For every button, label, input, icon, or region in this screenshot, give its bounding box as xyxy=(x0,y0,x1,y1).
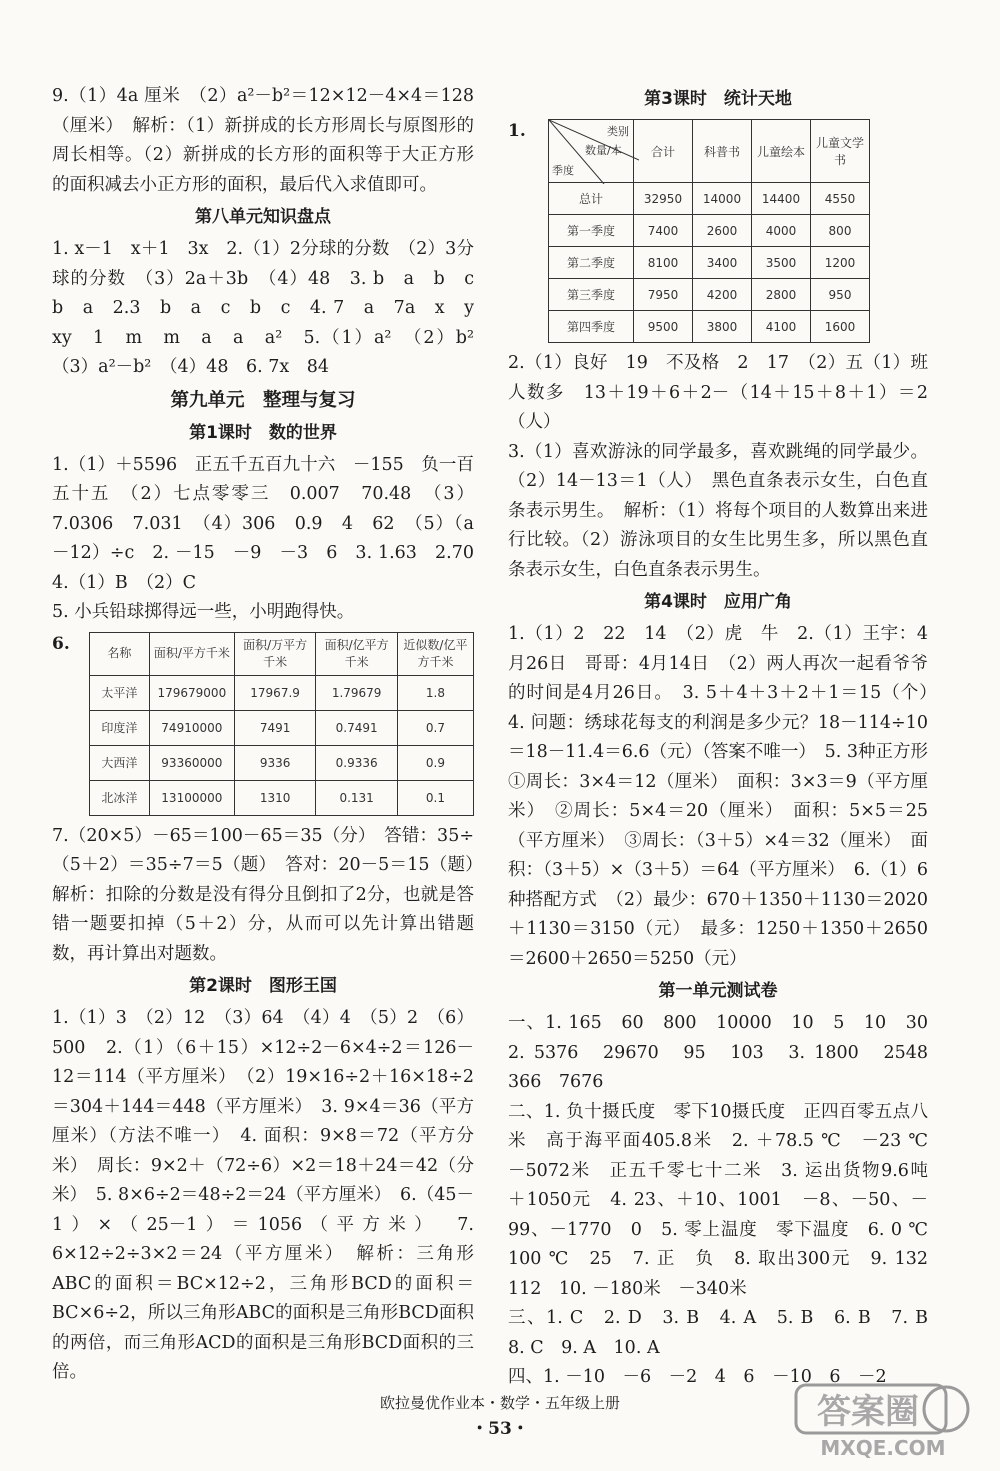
table-cell: 总计 xyxy=(549,183,634,215)
table-header: 合计 xyxy=(634,120,693,183)
unit-heading: 第九单元 整理与复习 xyxy=(170,389,356,411)
watermark-url: MXQE.COM xyxy=(820,1436,946,1459)
table-cell: 0.9336 xyxy=(316,745,398,780)
test-heading: 第一单元测试卷 xyxy=(658,981,778,1001)
answer-block: 1.（1）3 （2）12 （3）64 （4）4 （5）2 （6）500 2.（1）（6＋15）×12÷2－6×4÷2＝126－12＝114（平方厘米） （2）19×16÷2＋16×18÷2＝304＋144＝448（平方厘米） 3. 9×4＝36（平方厘米）（方法不唯一） 4. 面积：9×8＝72（平方分米） 周长：9×2＋（72÷6）×2＝18＋24＝42（分米） 5. 8×6÷2＝48÷2＝24（平方厘米） 6.（45－1）×（25－1）＝1056（平方米） 7. 6×12÷2÷3×2＝24（平方厘米） 解析：三角形ABC的面积＝BC×12÷2，三角形BCD的面积＝BC×6÷2，所以三角形ABC的面积是三角形BCD面积的两倍，而三角形ACD的面积是三角形BCD面积的三倍。 xyxy=(52,1008,474,1382)
table-cell: 9500 xyxy=(634,311,693,343)
table-cell: 0.1 xyxy=(397,780,473,815)
table-cell: 14000 xyxy=(693,183,752,215)
table-cell: 14400 xyxy=(752,183,811,215)
diagonal-header-cell xyxy=(549,120,634,183)
table-cell: 17967.9 xyxy=(234,675,316,710)
table-cell: 74910000 xyxy=(149,710,234,745)
table-cell: 93360000 xyxy=(149,745,234,780)
watermark-text: 答案圈 xyxy=(817,1392,919,1432)
question-number: 1. xyxy=(508,121,526,141)
table-header: 儿童绘本 xyxy=(752,120,811,183)
book-stats-table-wrap xyxy=(508,119,928,343)
table-cell: 大西洋 xyxy=(89,745,149,780)
watermark xyxy=(788,1379,978,1463)
table-cell: 1310 xyxy=(234,780,316,815)
table-cell: 1.8 xyxy=(397,675,473,710)
table-row xyxy=(549,247,870,279)
table-cell: 2600 xyxy=(693,215,752,247)
table-row xyxy=(89,780,473,815)
answer-block: 1.（1）2 22 14 （2）虎 牛 2.（1）王宇：4月26日 哥哥：4月14日 （2）两人再次一起看爷爷的时间是4月26日。 3. 5＋4＋3＋2＋1＝15（个） 4. 问题：绣球花每支的利润是多少元？18－114÷10＝18－11.4＝6.6（元）（答案不唯一） 5. 3种正方形 ①周长：3×4＝12（厘米） 面积：3×3＝9（平方厘米） ②周长：5×4＝20（厘米） 面积：5×5＝25（平方厘米） ③周长：（3＋5）×4＝32（厘米） 面积：（3＋5）×（3＋5）＝64（平方厘米） 6.（1）6种搭配方式 （2）最少：670＋1350＋1130＝2020＋1130＝3150（元） 最多：1250＋1350＋2650＝2600＋2650＝5250（元） xyxy=(508,624,946,969)
answer-block: 一、1. 165 60 800 10000 10 5 10 30 2. 5376 29670 95 103 3. 1800 2548 366 7676 xyxy=(508,1013,946,1092)
table-cell: 1200 xyxy=(811,247,870,279)
section-heading: 第八单元知识盘点 xyxy=(195,207,331,227)
table-row xyxy=(89,675,473,710)
table-cell: 32950 xyxy=(634,183,693,215)
answer-block: 3.（1）喜欢游泳的同学最多，喜欢跳绳的同学最少。（2）14－13＝1（人） 黑色直条表示女生，白色直条表示男生。 解析：（1）将每个项目的人数算出来进行比较。（2）游泳项目的女生比男生多，所以黑色直条表示女生，白色直条表示男生。 xyxy=(508,441,928,580)
table-cell: 0.7 xyxy=(397,710,473,745)
table-cell: 13100000 xyxy=(149,780,234,815)
answer-block: 9.（1）4a 厘米 （2）a²－b²＝12×12－4×4＝128（厘米） 解析：（1）新拼成的长方形周长与原图形的周长相等。（2）新拼成的长方形的面积等于大正方形的面积减去小正方形的面积，最后代入求值即可。 xyxy=(52,86,474,195)
answer-block: 2.（1）良好 19 不及格 2 17 （2）五（1）班人数多 13＋19＋6＋2－（14＋15＋8＋1）＝2（人） xyxy=(508,353,928,432)
table-cell: 3400 xyxy=(693,247,752,279)
answer-block: 7.（20×5）－65＝100－65＝35（分） 答错：35÷（5＋2）＝35÷7＝5（题） 答对：20－5＝15（题） 解析：扣除的分数是没有得分且倒扣了2分，也就是答错一题要扣掉（5＋2）分，从而可以先计算出错题数，再计算出对题数。 xyxy=(52,825,492,964)
table-row xyxy=(549,279,870,311)
book-stats-table xyxy=(548,119,870,343)
left-column xyxy=(52,82,492,1388)
table-header: 近似数/亿平方千米 xyxy=(397,632,473,675)
table-cell: 0.7491 xyxy=(316,710,398,745)
table-header: 儿童文学书 xyxy=(811,120,870,183)
ocean-area-table-wrap xyxy=(52,632,474,816)
right-column xyxy=(508,82,946,1393)
table-row xyxy=(549,215,870,247)
table-cell: 1600 xyxy=(811,311,870,343)
table-cell: 179679000 xyxy=(149,675,234,710)
table-cell: 3800 xyxy=(693,311,752,343)
table-cell: 太平洋 xyxy=(89,675,149,710)
answer-block: 1.（1）＋5596 正五千五百九十六 －155 负一百五十五 （2）七点零零三 0.007 70.48 （3）7.0306 7.031 （4）306 0.9 4 62 （5）（a－12）÷c 2. －15 －9 －3 6 3. 1.63 2.70 4.（1）B （2）C xyxy=(52,454,492,593)
lesson-heading: 第1课时 数的世界 xyxy=(189,422,337,443)
ocean-area-table xyxy=(89,632,474,816)
table-cell: 800 xyxy=(811,215,870,247)
table-cell: 4000 xyxy=(752,215,811,247)
table-header: 面积/平方千米 xyxy=(149,632,234,675)
table-cell: 7950 xyxy=(634,279,693,311)
table-cell: 4100 xyxy=(752,311,811,343)
table-row xyxy=(89,710,473,745)
lesson-heading: 第2课时 图形王国 xyxy=(189,976,337,996)
table-header: 面积/万平方千米 xyxy=(234,632,316,675)
corner-label: 数量/本 xyxy=(585,144,622,157)
table-header: 面积/亿平方千米 xyxy=(316,632,398,675)
table-cell: 7400 xyxy=(634,215,693,247)
answer-block: 二、1. 负十摄氏度 零下10摄氏度 正四百零五点八米 高于海平面405.8米 2. ＋78.5 ℃ －23 ℃ －5072米 正五千零七十二米 3. 运出货物9.6吨 ＋1050元 4. 23、＋10、1001 －8、－50、－99、－1770 0 5. 零上温度 零下温度 6. 0 ℃ 100 ℃ 25 7. 正 负 8. 取出300元 9. 132 112 10. －180米 －340米 xyxy=(508,1101,946,1299)
table-cell: 第三季度 xyxy=(549,279,634,311)
answer-block: 1. x－1 x＋1 3x 2.（1）2分球的分数 （2）3分球的分数 （3）2a＋3b （4）48 3. b a b c b a 2.3 b a c b c 4. 7 a 7a x y xy 1 m m a a a² 5.（1）a² （2）b² （3）a²－b² （4）48 6. 7x 84 xyxy=(52,239,492,377)
table-cell: 0.131 xyxy=(316,780,398,815)
footer-book-title: 欧拉曼优作业本・数学・五年级上册 xyxy=(379,1394,620,1412)
table-row xyxy=(89,745,473,780)
table-cell: 4200 xyxy=(693,279,752,311)
table-cell: 2800 xyxy=(752,279,811,311)
lesson-heading: 第3课时 统计天地 xyxy=(644,89,792,109)
corner-label: 类别 xyxy=(607,125,629,138)
table-row xyxy=(549,183,870,215)
corner-label: 季度 xyxy=(552,164,574,177)
page-number: ・53・ xyxy=(471,1419,529,1439)
table-cell: 0.9 xyxy=(397,745,473,780)
answer-block: 四、1. －10 －6 －2 4 6 －10 6 －2 xyxy=(508,1367,887,1387)
table-cell: 4550 xyxy=(811,183,870,215)
table-header: 名称 xyxy=(89,632,149,675)
table-cell: 8100 xyxy=(634,247,693,279)
table-cell: 第二季度 xyxy=(549,247,634,279)
table-cell: 第四季度 xyxy=(549,311,634,343)
table-cell: 印度洋 xyxy=(89,710,149,745)
lesson-heading: 第4课时 应用广角 xyxy=(644,592,792,612)
question-number: 6. xyxy=(52,633,70,654)
watermark-logo xyxy=(788,1379,978,1459)
table-cell: 950 xyxy=(811,279,870,311)
table-header: 科普书 xyxy=(693,120,752,183)
table-cell: 7491 xyxy=(234,710,316,745)
table-cell: 3500 xyxy=(752,247,811,279)
table-cell: 1.79679 xyxy=(316,675,398,710)
answer-block: 5. 小兵铅球掷得远一些，小明跑得快。 xyxy=(52,602,355,622)
table-cell: 北冰洋 xyxy=(89,780,149,815)
table-cell: 9336 xyxy=(234,745,316,780)
answer-block: 三、1. C 2. D 3. B 4. A 5. B 6. B 7. B 8. C 9. A 10. A xyxy=(508,1308,946,1358)
table-cell: 第一季度 xyxy=(549,215,634,247)
table-row xyxy=(549,311,870,343)
